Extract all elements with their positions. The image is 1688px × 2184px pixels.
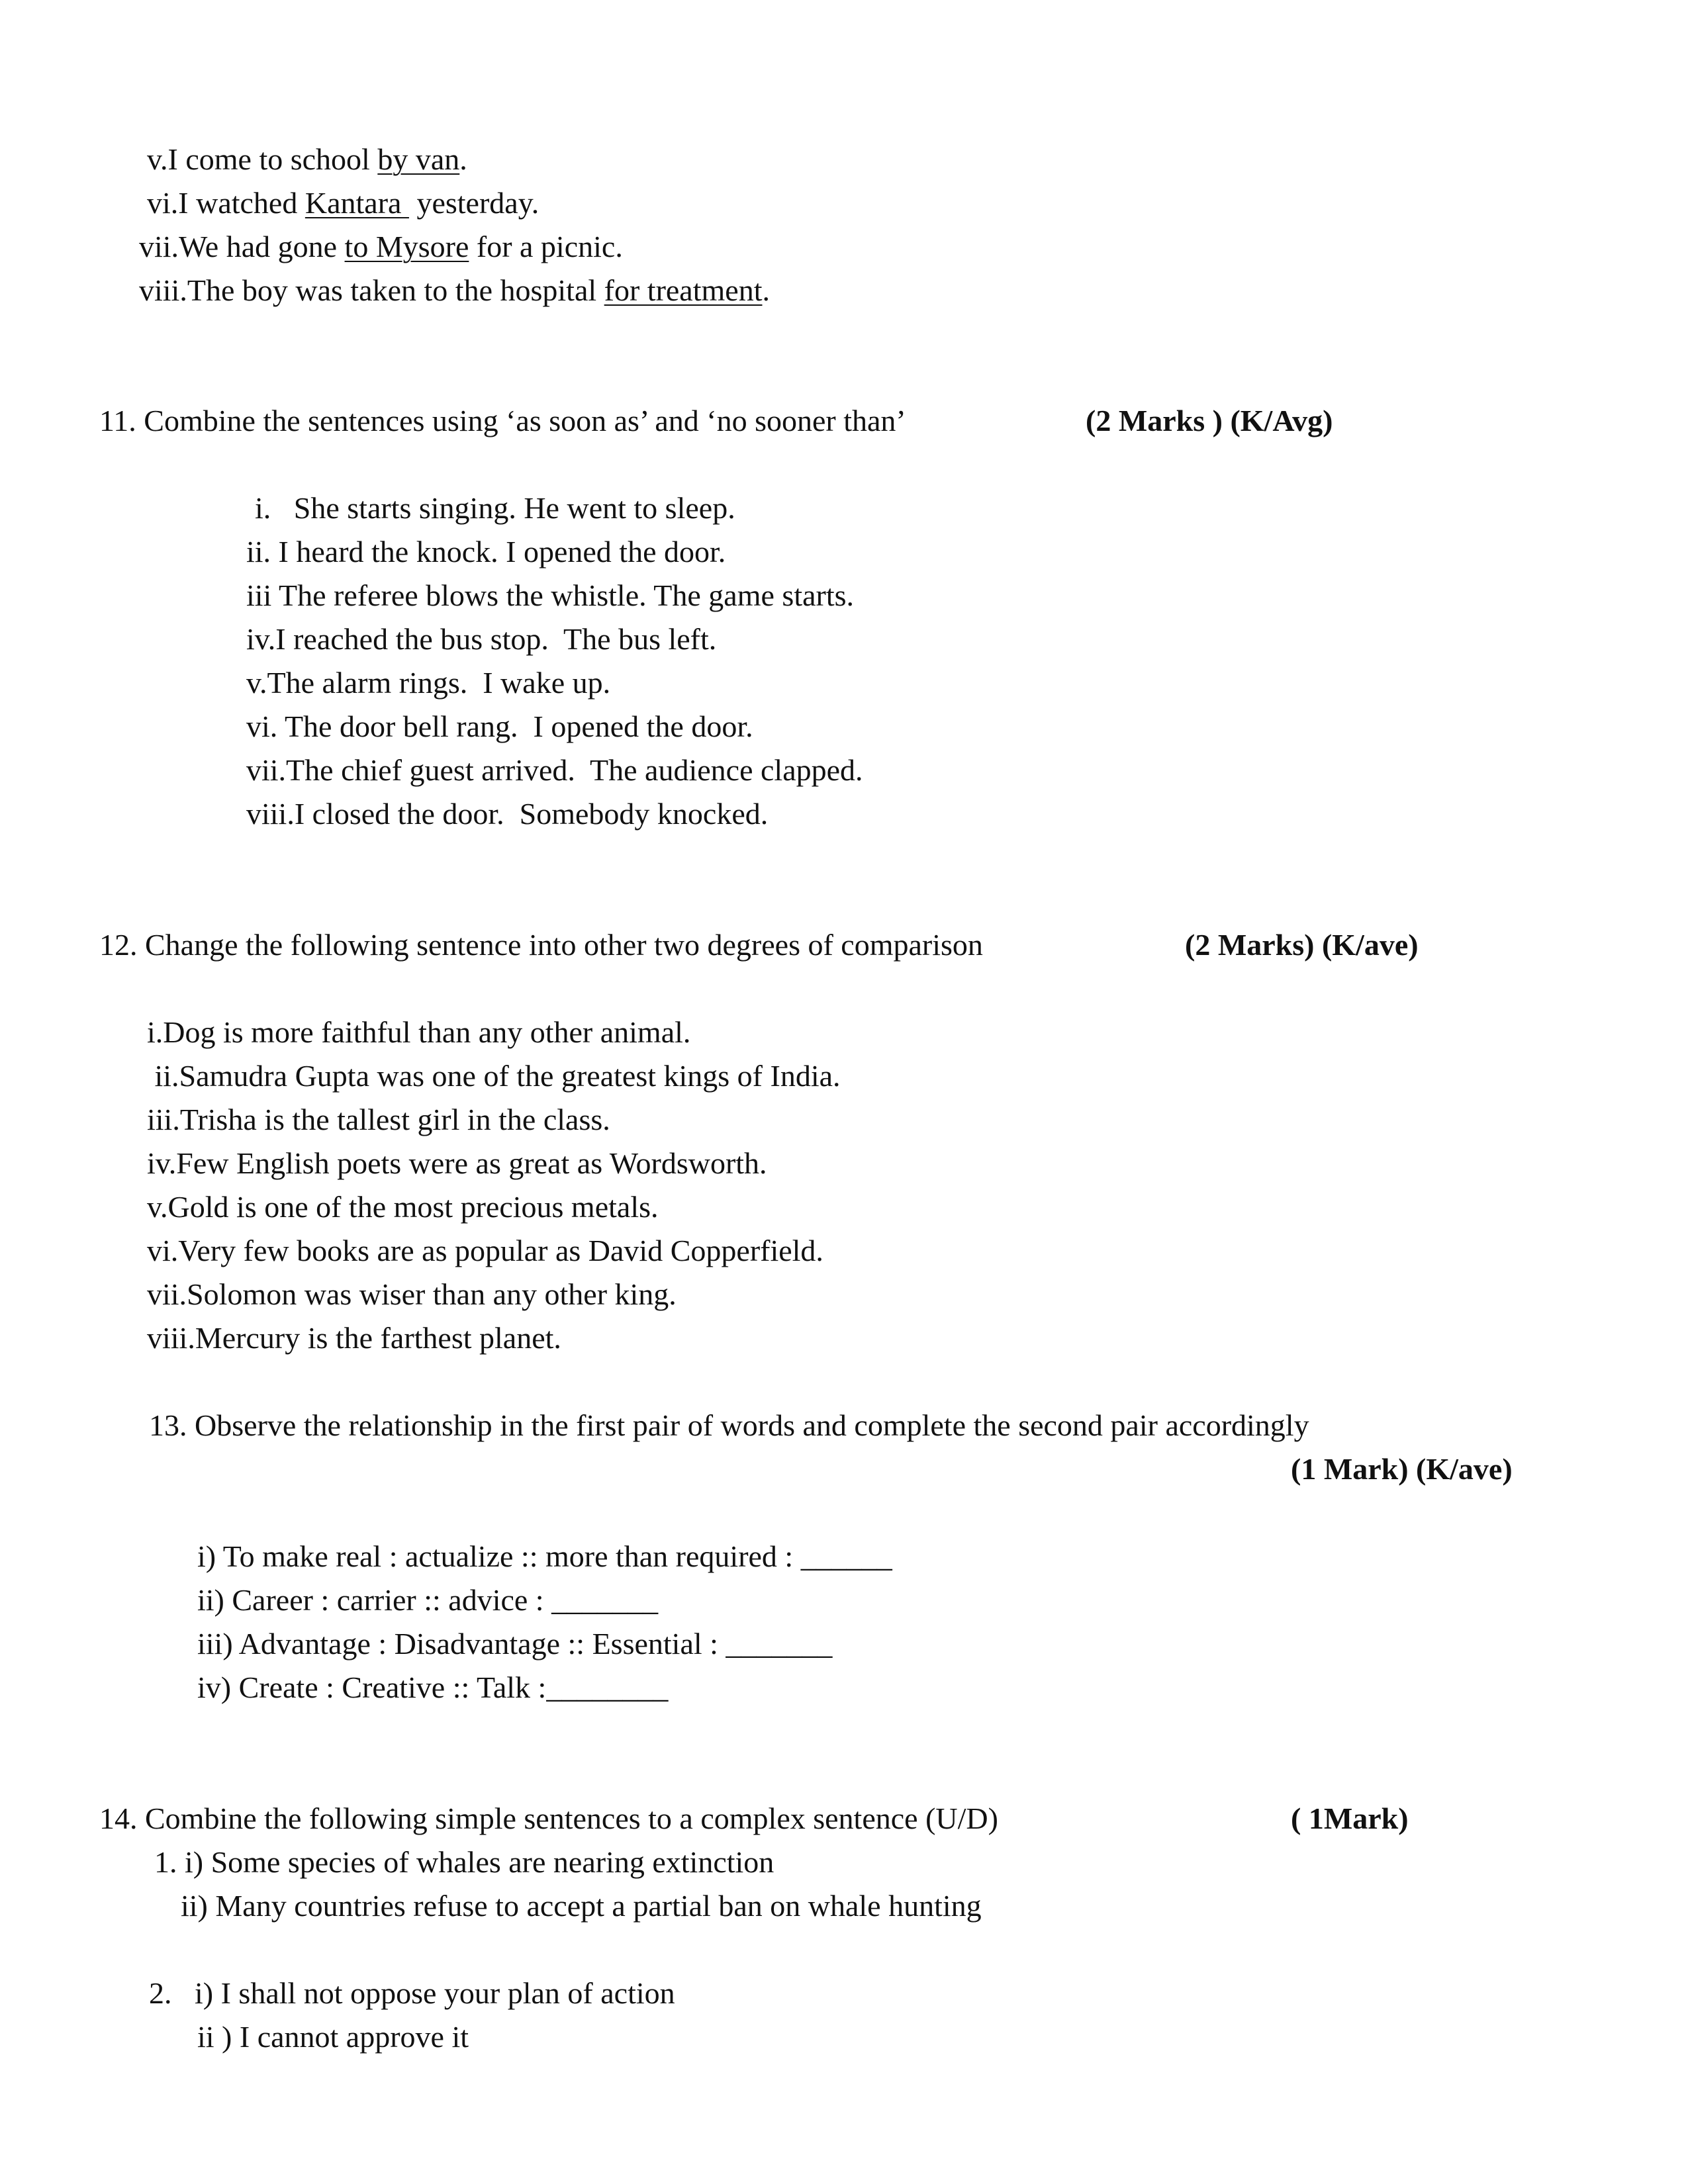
q12-item: vii.Solomon was wiser than any other king. [147, 1277, 677, 1311]
q10-item-vi-text: vi.I watched [147, 186, 305, 220]
q13-title: 13. Observe the relationship in the first pair of words and complete the second pair accordingly [149, 1408, 1309, 1442]
q11-item: v.The alarm rings. I wake up. [246, 666, 611, 700]
q14-title: 14. Combine the following simple sentences to a complex sentence (U/D) [99, 1801, 998, 1835]
q14-pair-1-a: 1. i) Some species of whales are nearing extinction [154, 1845, 774, 1879]
q10-item-vii-underlined: to Mysore [344, 230, 469, 263]
q13-item: i) To make real : actualize :: more than required : ______ [197, 1539, 892, 1573]
q10-item-v-text: v.I come to school [147, 142, 378, 176]
q11-item: vii.The chief guest arrived. The audience clapped. [246, 753, 863, 787]
q10-item-v-underlined: by van [377, 142, 460, 176]
q10-item-viii-text: viii.The boy was taken to the hospital [139, 273, 604, 307]
q10-item-vi-end: yesterday. [408, 186, 539, 220]
q14-pair-1-b: ii) Many countries refuse to accept a partial ban on whale hunting [181, 1889, 982, 1923]
q10-item-vii-text: vii.We had gone [139, 230, 345, 263]
q12-item: iv.Few English poets were as great as Wordsworth. [147, 1146, 767, 1180]
q11-item: vi. The door bell rang. I opened the door. [246, 709, 753, 743]
q10-item-vii [139, 228, 623, 265]
q12-title: 12. Change the following sentence into other two degrees of comparison [99, 928, 983, 962]
q11-item: iv.I reached the bus stop. The bus left. [246, 622, 717, 656]
q10-item-v [147, 141, 467, 178]
q11-item: iii The referee blows the whistle. The game starts. [246, 578, 855, 612]
q12-item: viii.Mercury is the farthest planet. [147, 1321, 561, 1355]
q11-item: i. She starts singing. He went to sleep. [255, 491, 735, 525]
q14-marks: ( 1Mark) [1291, 1801, 1409, 1835]
q10-item-vi [147, 185, 539, 222]
q10-item-v-end: . [459, 142, 467, 176]
q11-marks: (2 Marks ) (K/Avg) [1086, 404, 1333, 437]
q10-item-viii-end: . [762, 273, 770, 307]
q13-item: ii) Career : carrier :: advice : _______ [197, 1583, 659, 1617]
q12-marks: (2 Marks) (K/ave) [1185, 928, 1419, 962]
q12-item: i.Dog is more faithful than any other animal. [147, 1015, 691, 1049]
q10-item-vii-end: for a picnic. [469, 230, 623, 263]
q10-item-viii-underlined: for treatment [604, 273, 763, 307]
q11-item: ii. I heard the knock. I opened the door. [246, 535, 726, 569]
q10-item-vi-underlined: Kantara [305, 186, 409, 220]
q12-item: iii.Trisha is the tallest girl in the class. [147, 1103, 610, 1136]
q14-pair-2-b: ii ) I cannot approve it [197, 2020, 469, 2054]
q11-title: 11. Combine the sentences using ‘as soon as’ and ‘no sooner than’ [99, 404, 906, 437]
q10-item-viii [139, 272, 770, 309]
q13-item: iii) Advantage : Disadvantage :: Essential : _______ [197, 1627, 833, 1661]
q13-item: iv) Create : Creative :: Talk :________ [197, 1670, 669, 1704]
q13-marks: (1 Mark) (K/ave) [1291, 1452, 1513, 1486]
q12-item: v.Gold is one of the most precious metals. [147, 1190, 659, 1224]
q14-pair-2-a: 2. i) I shall not oppose your plan of action [149, 1976, 675, 2010]
q11-item: viii.I closed the door. Somebody knocked. [246, 797, 769, 831]
q12-item: ii.Samudra Gupta was one of the greatest kings of India. [147, 1059, 841, 1093]
q12-item: vi.Very few books are as popular as David Copperfield. [147, 1234, 823, 1267]
